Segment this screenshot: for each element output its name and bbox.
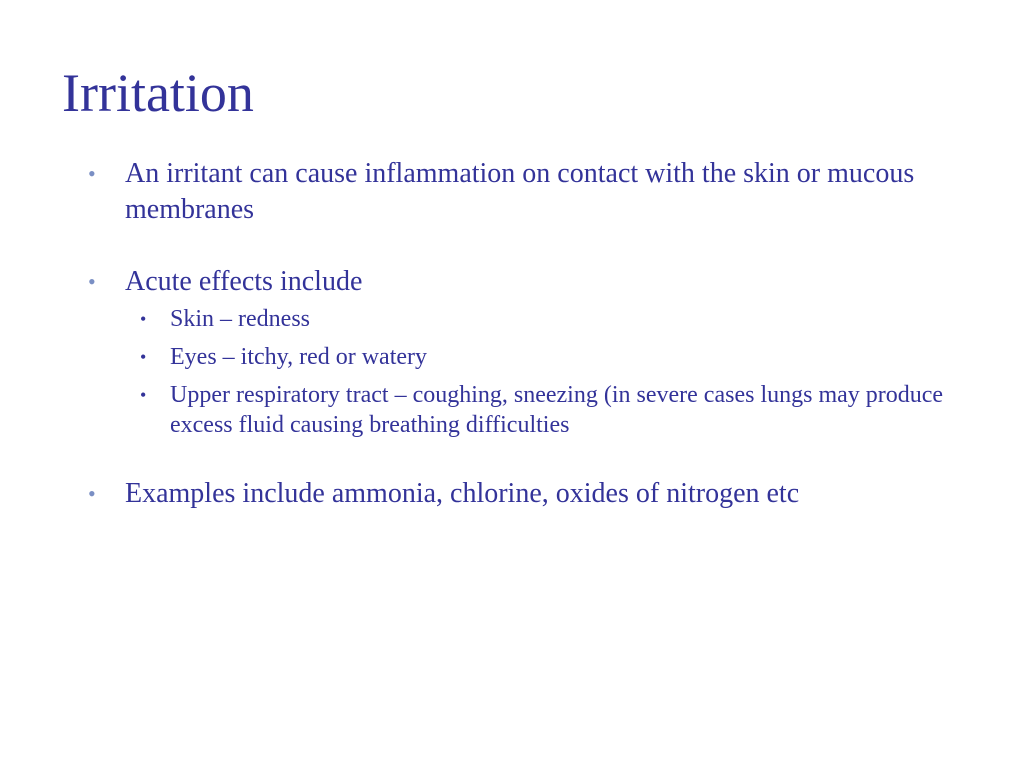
- sub-bullet-icon: •: [140, 309, 147, 329]
- sub-bullet-item: [140, 342, 968, 372]
- sub-bullet-item: [140, 380, 968, 440]
- sub-bullet-text: Upper respiratory tract – coughing, sneezing (in severe cases lungs may produce excess fluid causing breathing difficulties: [170, 382, 944, 438]
- bullet-text: Acute effects include: [125, 266, 363, 297]
- bullet-item: [88, 476, 968, 512]
- bullet-icon: •: [88, 481, 96, 506]
- slide-title: Irritation: [62, 63, 254, 123]
- sub-bullet-item: [140, 304, 968, 334]
- sub-bullet-text: Skin – redness: [170, 306, 310, 332]
- bullet-text: An irritant can cause inflammation on contact with the skin or mucous membranes: [125, 158, 915, 225]
- sub-bullet-list: [125, 304, 968, 440]
- sub-bullet-text: Eyes – itchy, red or watery: [170, 344, 428, 370]
- bullet-item: [88, 156, 968, 228]
- bullet-item: [88, 264, 968, 440]
- bullet-list: [88, 156, 968, 512]
- bullet-icon: •: [88, 161, 96, 186]
- bullet-text: Examples include ammonia, chlorine, oxides of nitrogen etc: [125, 478, 800, 509]
- sub-bullet-icon: •: [140, 385, 147, 405]
- bullet-icon: •: [88, 269, 96, 294]
- sub-bullet-icon: •: [140, 347, 147, 367]
